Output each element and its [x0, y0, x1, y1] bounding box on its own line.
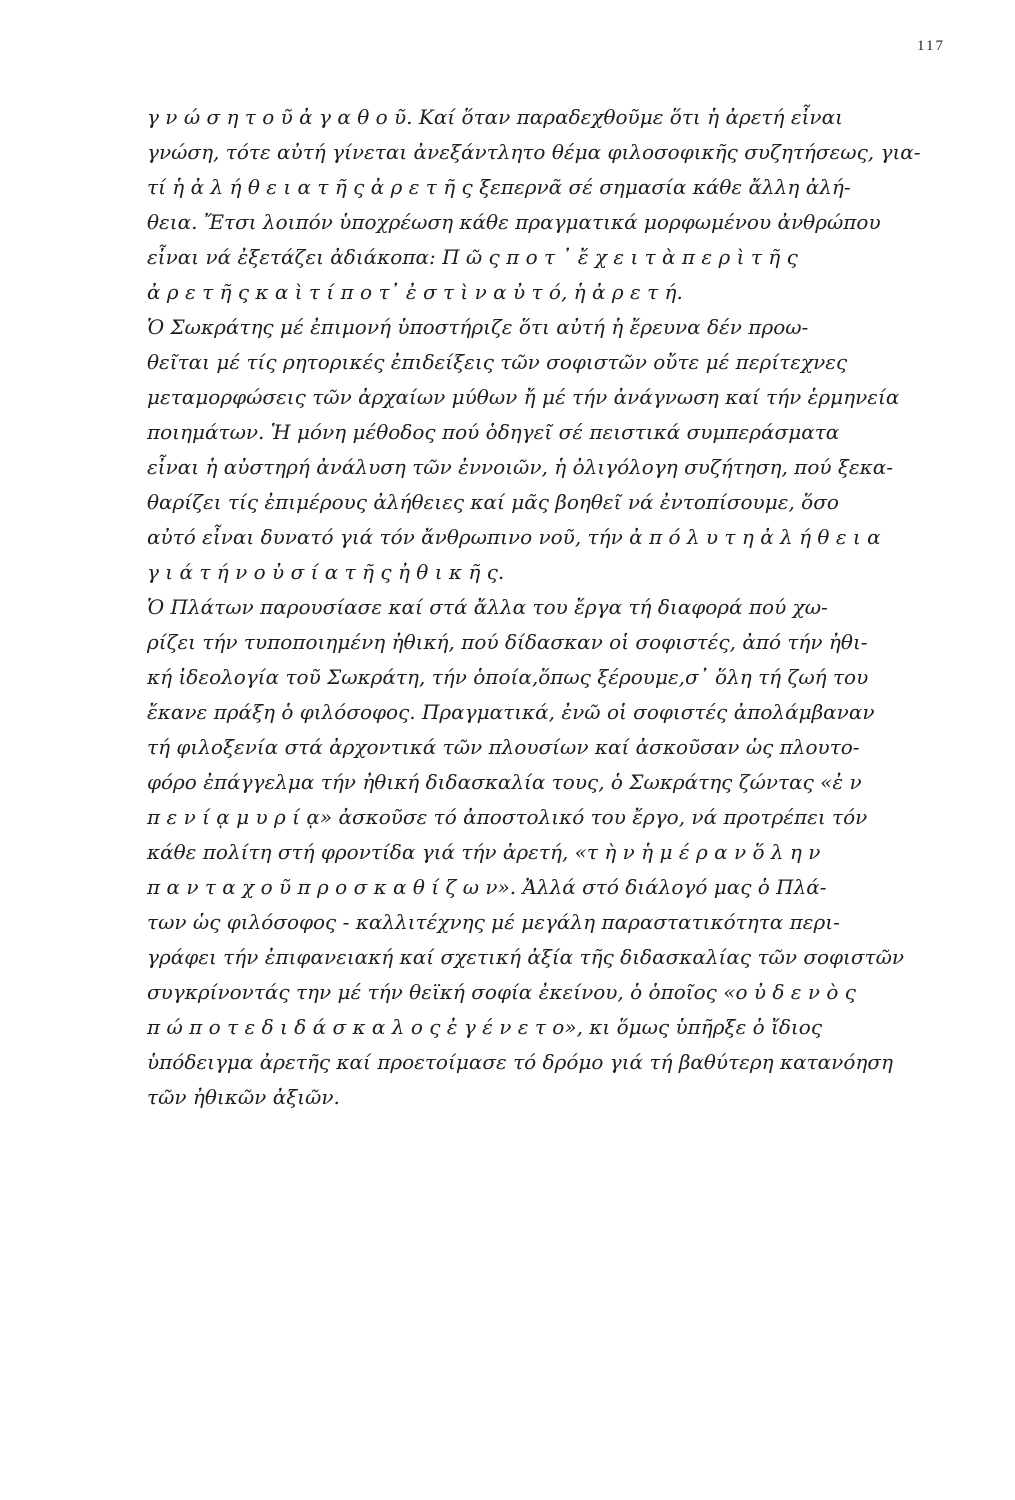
text-line: γ ι ά τ ή ν ο ὐ σ ί α τ ῆ ς ἠ θ ι κ ῆ ς. [147, 560, 505, 584]
text-line: γ ν ώ σ η τ ο ῦ ἀ γ α θ ο ῦ. Καί ὅταν παραδεχθοῦμε ὅτι ἡ ἀρετή εἶναι [147, 105, 843, 129]
text-line: ἔκανε πράξη ὁ φιλόσοφος. Πραγματικά, ἐνῶ οἱ σοφιστές ἀπολάμβαναν [147, 700, 875, 724]
text-line: π α ν τ α χ ο ῦ π ρ ο σ κ α θ ί ζ ω ν». Ἀλλά στό διάλογό μας ὁ Πλά- [147, 875, 827, 899]
text-line: ἀ ρ ε τ ῆ ς κ α ὶ τ ί π ο τ᾽ ἐ σ τ ὶ ν α ὐ τ ό, ἡ ἀ ρ ε τ ή. [147, 280, 683, 304]
text-line: ποιημάτων. Ἡ μόνη μέθοδος πού ὁδηγεῖ σέ πειστικά συμπεράσματα [147, 420, 840, 444]
body-text [147, 100, 967, 1115]
text-line: κάθε πολίτη στή φροντίδα γιά τήν ἀρετή, «τ ὴ ν ἡ μ έ ρ α ν ὅ λ η ν [147, 840, 821, 864]
text-line: φόρο ἐπάγγελμα τήν ἠθική διδασκαλία τους, ὁ Σωκράτης ζώντας «ἐ ν [147, 770, 862, 794]
text-line: εἶναι νά ἐξετάζει ἀδιάκοπα: Π ῶ ς π ο τ ᾽ ἔ χ ε ι τ ὰ π ε ρ ὶ τ ῆ ς [147, 245, 798, 269]
text-line: τί ἡ ἀ λ ή θ ε ι α τ ῆ ς ἀ ρ ε τ ῆ ς ξεπερνᾶ σέ σημασία κάθε ἄλλη ἀλή- [147, 175, 851, 199]
text-line: θεῖται μέ τίς ρητορικές ἐπιδείξεις τῶν σοφιστῶν οὔτε μέ περίτεχνες [147, 350, 848, 374]
page-number: 117 [917, 38, 945, 54]
text-line: θεια. Ἔτσι λοιπόν ὑποχρέωση κάθε πραγματικά μορφωμένου ἀνθρώπου [147, 210, 881, 234]
text-line: Ὁ Σωκράτης μέ ἐπιμονή ὑποστήριζε ὅτι αὐτή ἡ ἔρευνα δέν προω- [147, 315, 809, 339]
text-line: αὐτό εἶναι δυνατό γιά τόν ἄνθρωπινο νοῦ, τήν ἀ π ό λ υ τ η ἀ λ ή θ ε ι α [147, 525, 881, 549]
text-line: τή φιλοξενία στά ἀρχοντικά τῶν πλουσίων καί ἀσκοῦσαν ὡς πλουτο- [147, 735, 860, 759]
text-line: π ώ π ο τ ε δ ι δ ά σ κ α λ ο ς ἐ γ έ ν ε τ ο», κι ὅμως ὑπῆρξε ὁ ἴδιος [147, 1015, 823, 1039]
text-line: εἶναι ἡ αὐστηρή ἀνάλυση τῶν ἐννοιῶν, ἡ ὀλιγόλογη συζήτηση, πού ξεκα- [147, 455, 893, 479]
text-line: ρίζει τήν τυποποιημένη ἠθική, πού δίδασκαν οἱ σοφιστές, ἀπό τήν ἠθι- [147, 630, 868, 654]
text-line: των ὡς φιλόσοφος - καλλιτέχνης μέ μεγάλη παραστατικότητα περι- [147, 910, 840, 934]
text-line: γνώση, τότε αὐτή γίνεται ἀνεξάντλητο θέμα φιλοσοφικῆς συζητήσεως, για- [147, 140, 921, 164]
text-line: συγκρίνοντάς την μέ τήν θεϊκή σοφία ἐκείνου, ὁ ὁποῖος «ο ὐ δ ε ν ὸ ς [147, 980, 856, 1004]
text-line: ὑπόδειγμα ἀρετῆς καί προετοίμασε τό δρόμο γιά τή βαθύτερη κατανόηση [147, 1050, 893, 1074]
text-line: π ε ν ί ᾳ μ υ ρ ί ᾳ» ἀσκοῦσε τό ἀποστολικό του ἔργο, νά προτρέπει τόν [147, 805, 868, 829]
text-line: μεταμορφώσεις τῶν ἀρχαίων μύθων ἤ μέ τήν ἀνάγνωση καί τήν ἑρμηνεία [147, 385, 900, 409]
text-line: κή ἰδεολογία τοῦ Σωκράτη, τήν ὁποία,ὅπως ξέρουμε,σ᾽ ὅλη τή ζωή του [147, 665, 869, 689]
text-line: θαρίζει τίς ἐπιμέρους ἀλήθειες καί μᾶς βοηθεῖ νά ἐντοπίσουμε, ὅσο [147, 490, 839, 514]
text-line: τῶν ἠθικῶν ἀξιῶν. [147, 1085, 340, 1109]
text-line: Ὁ Πλάτων παρουσίασε καί στά ἄλλα του ἔργα τή διαφορά πού χω- [147, 595, 828, 619]
text-line: γράφει τήν ἐπιφανειακή καί σχετική ἀξία τῆς διδασκαλίας τῶν σοφιστῶν [147, 945, 905, 969]
